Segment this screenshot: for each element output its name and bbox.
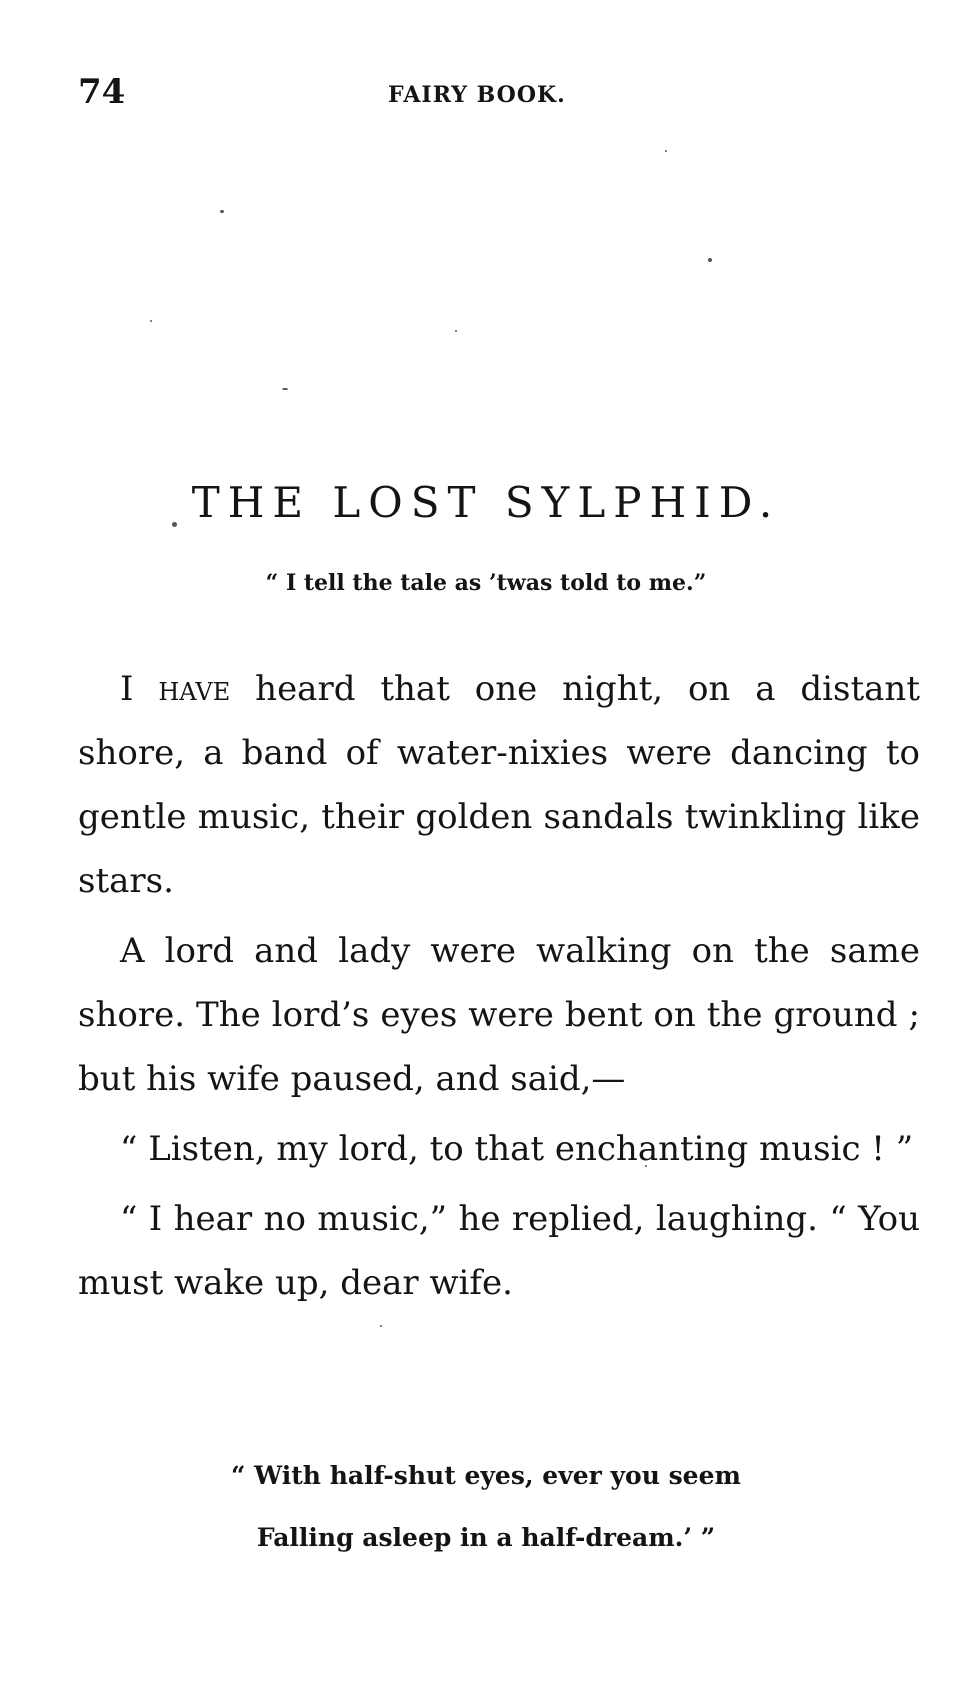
paragraph: “ I hear no music,” he replied, laughing. “ You must wake up, dear wife.	[78, 1199, 920, 1303]
chapter-title: THE LOST SYLPHID.	[191, 478, 781, 528]
paragraph-text: heard that one night, on a distant shore, a band of water-nixies were dancing to gentle music, their golden sandals twinkling like stars.	[78, 669, 920, 901]
body-text	[78, 657, 920, 1321]
page-number: 74	[78, 72, 126, 112]
paragraph: “ Listen, my lord, to that enchanting music ! ”	[120, 1129, 914, 1169]
lead-smallcaps: have	[158, 669, 231, 709]
lead-initial: I	[120, 669, 134, 709]
paper-speck	[150, 320, 152, 322]
paper-speck	[282, 388, 288, 390]
paper-speck	[380, 1325, 382, 1327]
running-title: FAIRY BOOK.	[388, 82, 566, 108]
page-header	[78, 72, 918, 122]
paper-speck	[455, 330, 457, 332]
paper-speck	[220, 210, 224, 213]
verse-line: Falling asleep in a half-dream.’ ”	[256, 1523, 716, 1552]
epigraph: “ I tell the tale as ’twas told to me.”	[265, 570, 707, 596]
verse-line: “ With half-shut eyes, ever you seem	[231, 1461, 741, 1490]
verse-quote	[0, 1445, 972, 1569]
paper-speck	[665, 150, 667, 152]
paragraph: A lord and lady were walking on the same shore. The lord’s eyes were bent on the ground ; but his wife paused, and said,—	[78, 931, 920, 1099]
paragraph	[78, 657, 920, 913]
paper-speck	[708, 258, 712, 262]
